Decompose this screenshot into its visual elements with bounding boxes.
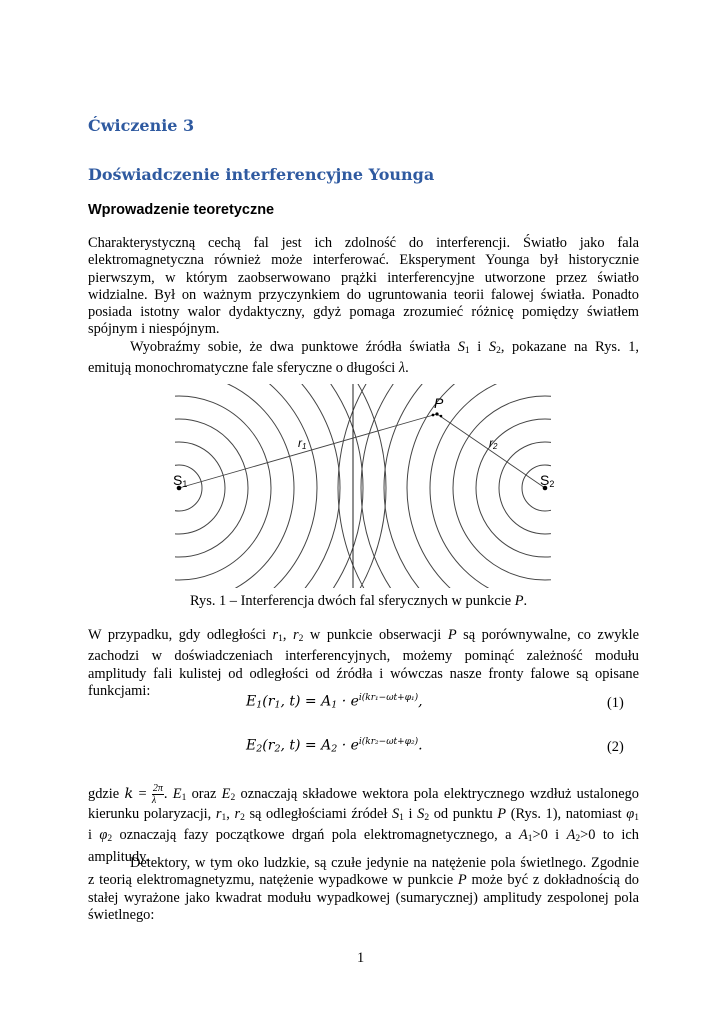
equation-2-number: (2) <box>607 739 624 755</box>
interference-figure <box>173 384 555 588</box>
text-line: Wyobraźmy sobie, że dwa punktowe źródła światła $S_1$ i $S_2$, pokazane na Rys. 1, <box>130 339 639 356</box>
text-line: Charakterystyczną cechą fal jest ich zdolność do interferencji. Światło jako fala <box>88 235 639 251</box>
label-s2: S2 <box>540 472 555 489</box>
equation-1-number: (1) <box>607 695 624 711</box>
text-line: funkcjami: <box>88 682 151 699</box>
text-line: i $\varphi_2$ oznaczają fazy początkowe drgań pola elektromagnetycznego, a $A_1>0$ i $A_2>0$ to ich <box>88 827 639 845</box>
label-r2: r2 <box>489 436 498 451</box>
text-line: Detektory, w tym oko ludzkie, są czułe jedynie na natężenie pola świetlnego. Zgodnie <box>130 855 639 871</box>
point-p-dot <box>440 415 443 418</box>
section-heading: Wprowadzenie teoretyczne <box>88 202 275 218</box>
text-line: amplitudy fali kulistej od odległości od źródła i wówczas nasze fronty falowe są opisane <box>88 665 639 682</box>
text-line: zachodzi w doświadczeniach interferencyjnych, możemy pominąć zależność modułu <box>88 648 639 665</box>
ray-r1 <box>179 414 437 488</box>
equation-2: $E_2(r_2$, $t) = A_2 \cdot e^{i(kr_2-\omega t+\varphi_2)}$. <box>246 737 423 755</box>
paragraph-sources <box>88 339 639 378</box>
text-line: pierwszym, w którym zaobserwowano prążki interferencyjne utworzone przez światło <box>88 269 639 286</box>
text-line: spójnym i niespójnym. <box>88 321 220 338</box>
label-s1: S1 <box>173 472 188 489</box>
label-r1: r1 <box>298 436 307 451</box>
fraction-2pi-lambda: $\frac{2\pi}{\lambda}$ <box>151 783 163 807</box>
label-p: P <box>434 395 444 411</box>
text-line: emitują monochromatyczne fale sferyczne o długości λ. <box>88 360 409 377</box>
paragraph-intro <box>88 235 639 339</box>
paragraph-intensity <box>88 855 639 924</box>
text-line: gdzie k = $\frac{2\pi}{\lambda}$ . $E_1$ oraz $E_2$ oznaczają składowe wektora pola elektrycznego wzdłuż ustalonego <box>88 783 639 807</box>
experiment-title: Doświadczenie interferencyjne Younga <box>88 165 435 184</box>
paragraph-approximation <box>88 627 639 700</box>
text-line: stałej wyrażone jako kwadrat modułu wypadkowej (sumarycznej) amplitudy zespolonej pola <box>88 889 639 906</box>
text-line: widzialne. Był on ważnym przyczynkiem do ugruntowania teorii falowej światła. Ponadto <box>88 286 639 303</box>
point-p-dot <box>435 412 438 415</box>
text-line: posiada istotny walor dydaktyczny, gdyż pomaga zrozumieć różnicę pomiędzy światłem <box>88 304 639 321</box>
figure-caption: Rys. 1 – Interferencja dwóch fal sferycznych w punkcie P. <box>190 593 528 609</box>
text-line: elektromagnetyczna również może interferować. Eksperyment Younga był historycznie <box>88 252 639 269</box>
exercise-title: Ćwiczenie 3 <box>88 116 195 135</box>
text-line: W przypadku, gdy odległości $r_1$, $r_2$ w punkcie obserwacji P są porównywalne, co zwykle <box>88 627 639 644</box>
equation-1: $E_1(r_1$, $t) = A_1 \cdot e^{i(kr_1-\omega t+\varphi_1)}$, <box>246 693 423 711</box>
paragraph-definitions <box>88 782 639 866</box>
text-line: kierunku polaryzacji, $r_1$, $r_2$ są odległościami źródeł $S_1$ i $S_2$ od punktu P (Rys. 1), natomiast $\varphi_1$ <box>88 806 639 823</box>
text-line: amplitudy. <box>88 848 150 865</box>
point-p-dot <box>432 414 435 417</box>
text-line: z teorią elektromagnetyzmu, natężenie wypadkowe w punkcie P może być z dokładnością do <box>88 872 640 889</box>
text-line: świetlnego: <box>88 906 155 923</box>
page-number: 1 <box>357 950 365 966</box>
